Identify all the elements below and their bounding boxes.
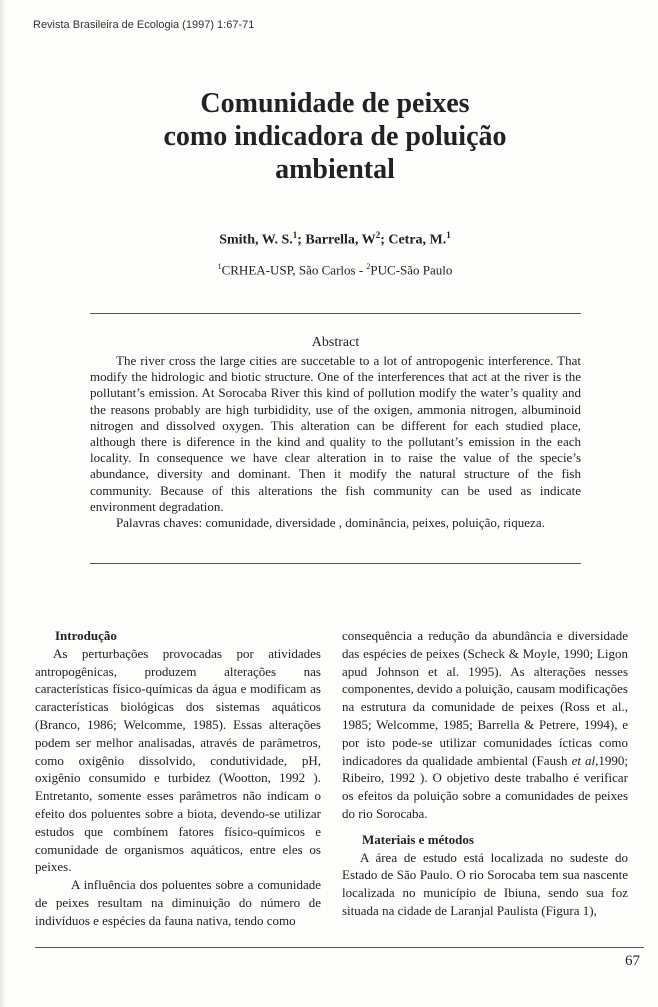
author-list	[100, 230, 570, 249]
journal-header: Revista Brasileira de Ecologia (1997) 1:67-71	[33, 19, 255, 31]
intro-paragraph-2: A influência dos poluentes sobre a comunidade de peixes resultam na diminuição do número de indivíduos e espécies da fauna nativa, tendo como	[35, 877, 321, 928]
title-line-1: Comunidade de peixes	[200, 88, 470, 119]
left-column	[35, 627, 321, 930]
author-1: Smith, W. S.	[219, 232, 293, 248]
right-column	[342, 627, 628, 920]
intro-paragraph-1: As perturbações provocadas por atividades antropogênicas, produzem alterações nas características físico-químicas da água e modificam as características biológicas dos sistemas aquáticos (Branco, 1986; Welcomme, 1985). Essas alterações podem ser melhor analisadas, através de parâmetros, como oxigênio dissolvido, condutividade, pH, oxigênio consumido e turbidez (Wootton, 1992 ). Entretanto, somente esses parâmetros não indicam o efeito dos poluentes sobre a biota, devendo-se utilizar estudos que combínem fatores físico-químicos e comunidade de organismos aquáticos, entre eles os peixes.	[35, 645, 321, 875]
intro-paragraph-3	[342, 627, 628, 823]
abstract-bottom-rule	[90, 563, 581, 564]
author-3: ; Cetra, M.	[380, 232, 447, 248]
title-line-3: ambiental	[275, 154, 395, 185]
abstract-heading: Abstract	[311, 335, 360, 350]
affiliation-2-marker: 2	[366, 262, 371, 271]
abstract-top-rule	[90, 313, 581, 314]
article-title	[100, 87, 570, 186]
footer-rule	[35, 947, 644, 948]
title-line-2: como indicadora de poluição	[163, 121, 507, 152]
methods-heading: Materiais e métodos	[362, 831, 474, 847]
abstract-body	[90, 353, 581, 531]
abstract-text: The river cross the large cities are succetable to a lot of antropogenic interference. That modify the hidrologic and biotic structure. One of the interferences that act at the river is the pollutant’s emission. At Sorocaba River this kind of pollution modify the water’s quality and the reasons probably are high turbididity, use of the oxigen, ammonia nitrogen, albuminoid nitrogen and dissolved oxygen. This alteration can be different for each studied place, although there is diference in the kind and quality to the pollutant’s emission in the each locality. In consequence we have clear alteration in to raise the value of the specie’s abundance, diversity and dominant. Then it modify the natural structure of the fish community. Because of this alterations the fish community can be used as indicate environment degradation.	[90, 353, 581, 514]
author-1-affiliation: 1	[292, 230, 298, 240]
methods-paragraph-1: A área de estudo está localizada no sudeste do Estado de São Paulo. O rio Sorocaba tem sua nascente localizada no município de Ibiuna, sendo sua foz situada na cidade de Laranjal Paulista (Figura 1),	[342, 849, 628, 918]
intro-paragraph-3-end: ,1990; Ribeiro, 1992 ). O objetivo deste trabalho é verificar os efeitos da poluição sobre a comunidades de peixes do rio Sorocaba.	[342, 752, 629, 821]
scan-edge	[0, 0, 6, 1007]
keywords: Palavras chaves: comunidade, diversidade , dominância, peixes, poluição, riqueza.	[116, 515, 545, 531]
affiliation-1: CRHEA-USP, São Carlos -	[221, 262, 367, 278]
affiliation-line	[100, 262, 570, 278]
page-number: 67	[625, 953, 640, 969]
intro-heading: Introdução	[55, 628, 117, 643]
section-gap	[342, 823, 628, 831]
et-al-italic: et al	[571, 752, 596, 768]
affiliation-2: PUC-São Paulo	[370, 262, 453, 278]
affiliation-1-marker: 1	[217, 262, 222, 271]
author-2: ; Barrella, W	[297, 232, 376, 248]
author-3-affiliation: 1	[446, 230, 451, 240]
intro-paragraph-3-start: consequência a redução da abundância e diversidade das espécies de peixes (Scheck & Moyle, 1990; Ligon apud Johnson et al. 1995). As alterações nesses componentes, devido a poluição, causam modificações na estrutura da comunidade de peixes (Ross et al., 1985; Welcomme, 1985; Barrella & Petrere, 1994), e por isto pode-se utilizar comunidades ícticas como indicadores da qualidade ambiental (Faush	[342, 628, 628, 768]
author-2-affiliation: 2	[375, 230, 381, 240]
